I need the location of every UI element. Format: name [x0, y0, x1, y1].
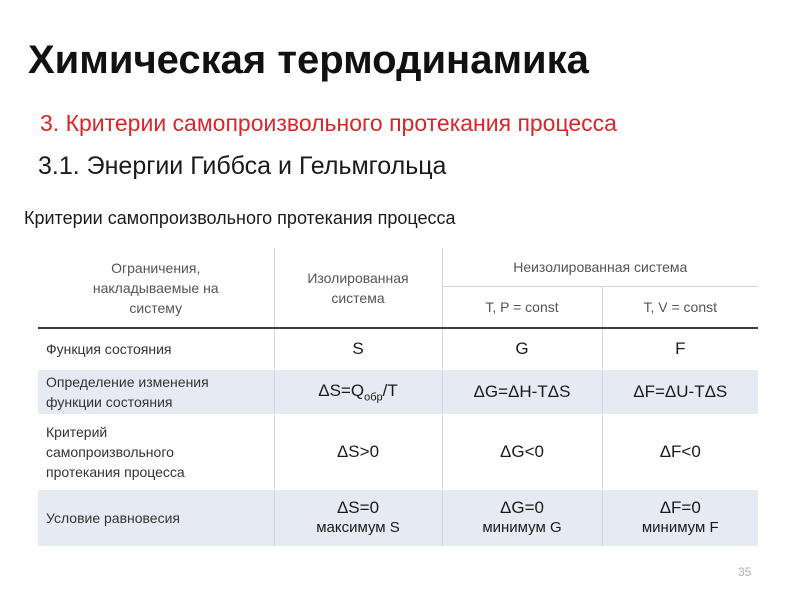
- cell-line: ΔF=0: [659, 498, 701, 517]
- table-row: [38, 328, 758, 370]
- table-row: [38, 370, 758, 415]
- table-row: [38, 490, 758, 547]
- formula-tail: /T: [382, 380, 398, 400]
- section-heading: 3. Критерии самопроизвольного протекания процесса: [40, 110, 617, 136]
- slide-title: Химическая термодинамика: [28, 38, 589, 82]
- cell-isolated: [274, 490, 442, 547]
- header-restrictions: [38, 248, 274, 328]
- header-isolated-line: Изолированная: [307, 269, 409, 286]
- page-number: 35: [738, 565, 752, 579]
- cell-line: максимум S: [316, 519, 400, 536]
- row-label-line: Критерий: [46, 424, 108, 440]
- cell-tv: F: [602, 328, 758, 370]
- criteria-table: [38, 248, 758, 547]
- header-tp-const: T, P = const: [442, 287, 602, 329]
- cell-tp: ΔG=ΔH-TΔS: [442, 370, 602, 415]
- table-caption: Критерии самопроизвольного протекания процесса: [24, 208, 456, 228]
- table-row: [38, 415, 758, 490]
- formula-subscript: обр: [364, 391, 383, 404]
- row-label-line: самопроизвольного: [46, 444, 174, 460]
- row-label: [38, 370, 274, 415]
- cell-line: минимум F: [641, 519, 719, 536]
- header-nonisolated: Неизолированная система: [442, 248, 758, 287]
- cell-tp: G: [442, 328, 602, 370]
- header-isolated-line: система: [331, 289, 385, 306]
- cell-tv: [602, 490, 758, 547]
- row-label-line: протекания процесса: [46, 464, 185, 480]
- row-label-line: Определение изменения: [46, 374, 209, 390]
- header-restrictions-line: Ограничения,: [111, 259, 201, 276]
- cell-line: минимум G: [482, 519, 562, 536]
- row-label: Условие равновесия: [38, 490, 274, 547]
- header-tv-const: T, V = const: [602, 287, 758, 329]
- cell-line: ΔG=0: [500, 498, 544, 517]
- row-label: [38, 415, 274, 490]
- cell-isolated: [274, 370, 442, 415]
- cell-tv: ΔF<0: [602, 415, 758, 490]
- cell-isolated: ΔS>0: [274, 415, 442, 490]
- subsection-heading: 3.1. Энергии Гиббса и Гельмгольца: [38, 152, 447, 180]
- row-label-line: функции состояния: [46, 394, 173, 410]
- header-restrictions-line: систему: [129, 299, 183, 316]
- row-label: Функция состояния: [38, 328, 274, 370]
- cell-line: ΔS=0: [336, 498, 380, 517]
- header-isolated: [274, 248, 442, 328]
- cell-tp: [442, 490, 602, 547]
- cell-tv: ΔF=ΔU-TΔS: [602, 370, 758, 415]
- cell-isolated: S: [274, 328, 442, 370]
- formula-main: ΔS=Q: [318, 380, 365, 400]
- header-restrictions-line: накладываемые на: [92, 279, 219, 296]
- cell-tp: ΔG<0: [442, 415, 602, 490]
